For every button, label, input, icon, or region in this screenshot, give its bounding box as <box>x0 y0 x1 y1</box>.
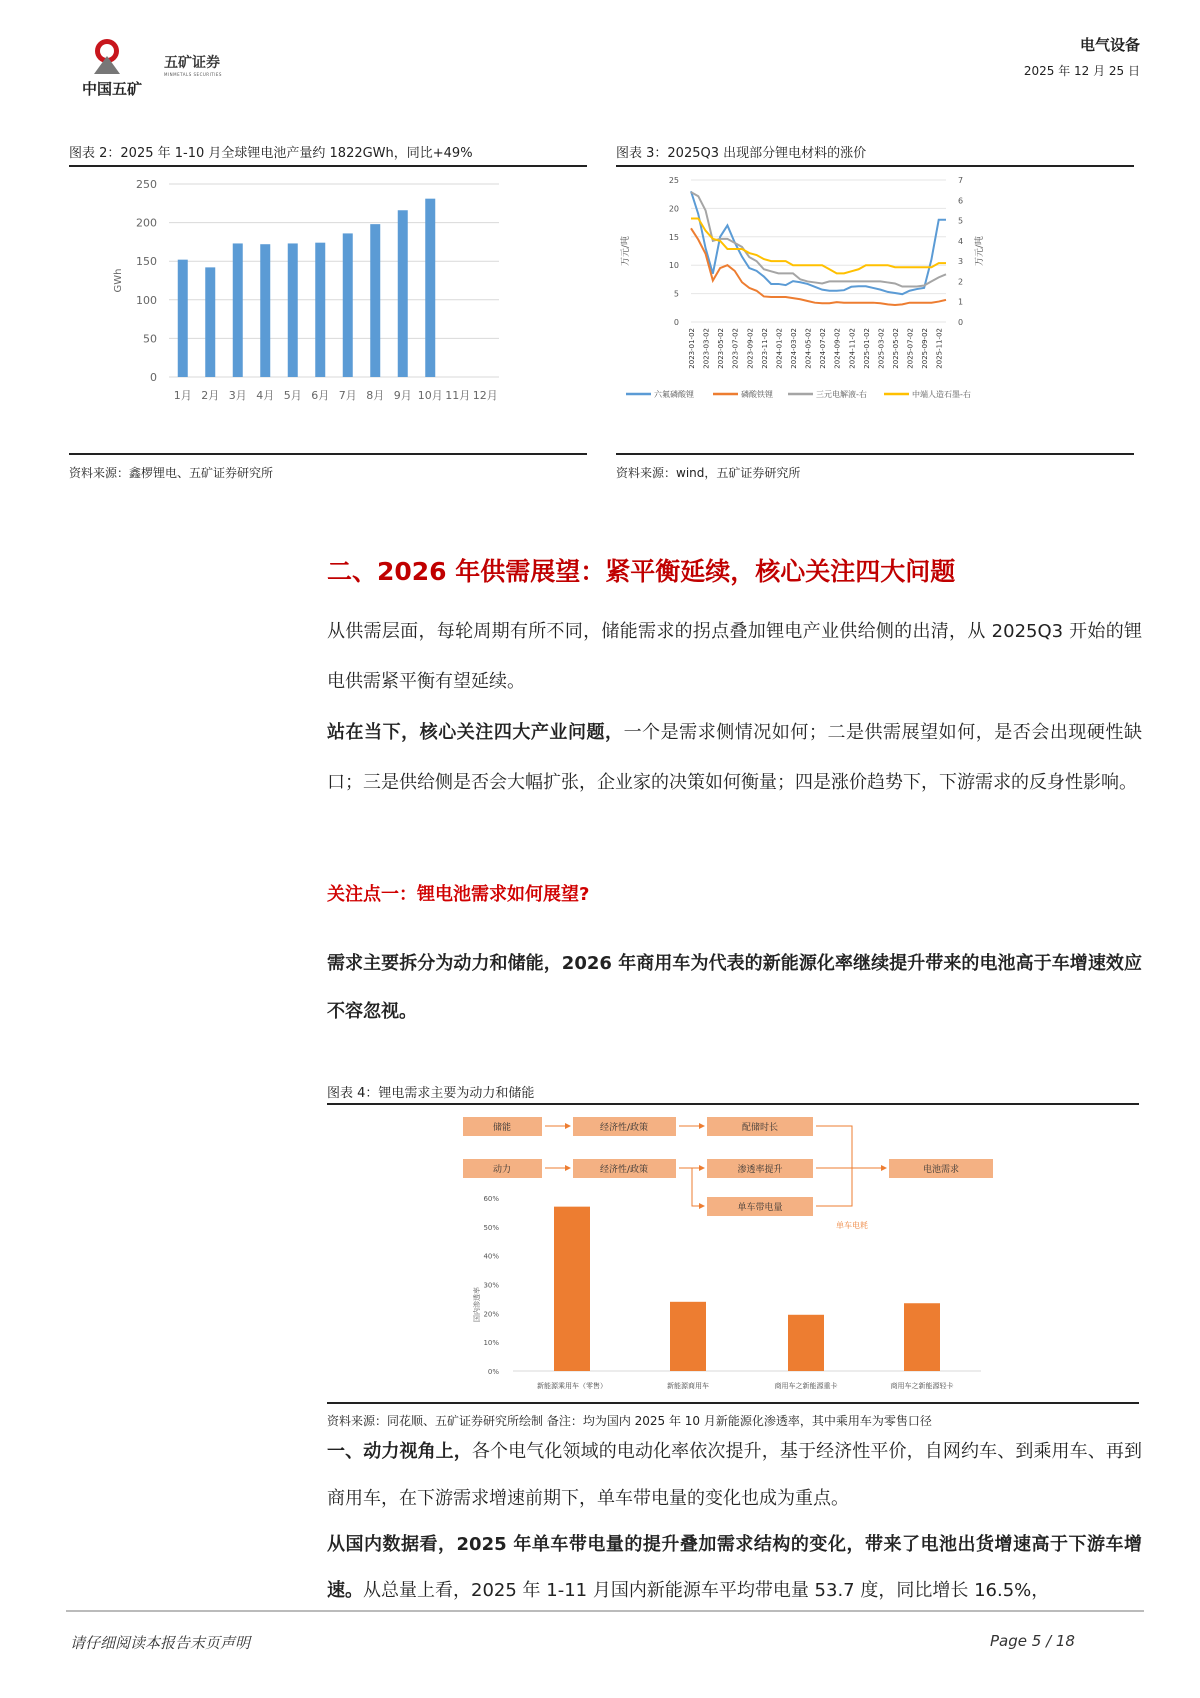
x-tick-label: 2025-11-02 <box>935 328 944 369</box>
x-tick-label: 新能源商用车 <box>667 1382 709 1390</box>
x-tick-label: 2024-09-02 <box>833 328 842 369</box>
bar <box>233 243 243 377</box>
bar <box>178 260 188 377</box>
y-right-tick-label: 6 <box>958 196 964 206</box>
y-tick-label: 200 <box>136 216 157 230</box>
figure4-diagram <box>327 1112 1139 1397</box>
figure2-source: 资料来源：鑫椤锂电、五矿证券研究所 <box>69 466 274 480</box>
logo-text-cnmc: 中国五矿 <box>82 80 143 98</box>
figure4-source: 资料来源：同花顺、五矿证券研究所绘制 备注：均为国内 2025 年 10 月新能源化渗透率，其中乘用车为零售口径 <box>327 1414 932 1428</box>
figure3-source: 资料来源：wind，五矿证券研究所 <box>616 466 801 480</box>
x-tick-label: 1月 <box>173 389 192 402</box>
bar <box>288 243 298 377</box>
paragraph-lead: 一、动力视角上， <box>327 1441 472 1462</box>
x-tick-label: 8月 <box>366 389 385 402</box>
figure2-bar-chart <box>69 172 587 450</box>
x-tick-label: 3月 <box>228 389 247 402</box>
bar <box>260 244 270 377</box>
report-date: 2025 年 12 月 25 日 <box>1023 64 1140 78</box>
page-number: Page 5 / 18 <box>990 1632 1075 1650</box>
bar <box>343 233 353 377</box>
bar <box>904 1303 940 1371</box>
bar <box>554 1207 590 1371</box>
y-left-tick-label: 25 <box>668 176 679 185</box>
y-tick-label: 0% <box>487 1368 499 1376</box>
flow-label-power: 动力 <box>492 1165 512 1175</box>
x-tick-label: 2023-05-02 <box>717 328 726 369</box>
figure3-title: 图表 3：2025Q3 出现部分锂电材料的涨价 <box>616 146 867 161</box>
y-right-tick-label: 4 <box>958 236 964 246</box>
figure2-top-rule <box>69 165 587 167</box>
logo-text-securities: 五矿证券 <box>164 55 220 71</box>
figure3-top-rule <box>616 165 1134 167</box>
paragraph-lead: 从国内数据看，2025 年单车带电量的提升叠加需求结构的变化，带来了电池出货增速高于下游车增速。 <box>327 1534 1142 1601</box>
legend-label: 磷酸铁锂 <box>741 390 773 399</box>
flow-label-per-vehicle: 单车带电量 <box>737 1203 783 1213</box>
figure4-bottom-rule <box>327 1402 1139 1404</box>
y-left-tick-label: 20 <box>668 204 679 214</box>
x-tick-label: 2024-03-02 <box>790 328 798 369</box>
y-tick-label: 250 <box>136 178 157 191</box>
x-tick-label: 2024-07-02 <box>819 328 828 369</box>
flow-note-consumption: 单车电耗 <box>836 1221 868 1230</box>
footer-disclaimer: 请仔细阅读本报告末页声明 <box>70 1634 251 1652</box>
x-tick-label: 2024-11-02 <box>848 328 857 369</box>
y-tick-label: 100 <box>136 293 157 307</box>
flow-label-storage: 储能 <box>492 1123 512 1133</box>
paragraph-supply-demand: 从供需层面，每轮周期有所不同，储能需求的拐点叠加锂电产业供给侧的出清，从 2025Q3 开始的锂电供需紧平衡有望延续。 <box>327 621 1142 692</box>
flow-label-battery-demand: 电池需求 <box>922 1165 960 1175</box>
x-tick-label: 5月 <box>283 389 302 402</box>
x-tick-label: 10月 <box>417 389 443 402</box>
y-right-tick-label: 1 <box>958 297 964 307</box>
x-tick-label: 商用车之新能源重卡 <box>774 1382 838 1390</box>
company-logo <box>72 38 242 104</box>
minmetals-emblem-icon <box>90 38 124 76</box>
paragraph-body: 从总量上看，2025 年 1-11 月国内新能源车平均带电量 53.7 度，同比增长 16.5%， <box>363 1580 1050 1601</box>
x-tick-label: 12月 <box>472 389 498 402</box>
y-right-tick-label: 7 <box>958 176 964 185</box>
y-tick-label: 60% <box>483 1195 499 1203</box>
bar <box>425 199 435 377</box>
figure2-bottom-rule <box>69 453 587 455</box>
paragraph-power-perspective <box>327 1428 1142 1522</box>
x-tick-label: 2025-01-02 <box>862 328 871 369</box>
y-left-tick-label: 10 <box>668 261 679 271</box>
series-line-2 <box>691 192 946 286</box>
logo-text-en: MINMETALS SECURITIES <box>164 72 222 77</box>
legend-label: 六氟磷酸锂 <box>654 390 694 399</box>
footer-rule <box>66 1610 1144 1612</box>
figure2-title: 图表 2：2025 年 1-10 月全球锂电池产量约 1822GWh，同比+49% <box>69 146 473 161</box>
y-tick-label: 10% <box>483 1339 499 1348</box>
x-tick-label: 2024-01-02 <box>775 328 784 369</box>
figure4-top-rule <box>327 1103 1139 1105</box>
x-tick-label: 2023-09-02 <box>746 328 755 369</box>
x-tick-label: 商用车之新能源轻卡 <box>890 1382 954 1390</box>
x-tick-label: 9月 <box>393 389 412 402</box>
x-tick-label: 2024-05-02 <box>804 328 813 369</box>
bar <box>670 1302 706 1371</box>
bar <box>398 210 408 377</box>
legend-label: 三元电解液-右 <box>816 390 867 399</box>
x-tick-label: 6月 <box>311 389 330 402</box>
y-left-tick-label: 15 <box>668 232 679 242</box>
y-left-axis-title: 万元/吨 <box>621 235 631 267</box>
figure3-line-chart <box>616 172 1134 450</box>
y-tick-label: 30% <box>483 1281 499 1290</box>
y-tick-label: 150 <box>136 255 157 269</box>
paragraph-four-issues <box>327 708 1142 808</box>
x-tick-label: 2025-05-02 <box>892 328 900 369</box>
y-left-tick-label: 0 <box>673 318 679 327</box>
x-tick-label: 2025-07-02 <box>906 328 915 369</box>
paragraph-domestic-data <box>327 1522 1142 1614</box>
y-tick-label: 20% <box>483 1310 499 1319</box>
y-right-tick-label: 0 <box>958 318 964 327</box>
y-tick-label: 50 <box>143 332 157 346</box>
flow-label-econ-policy-2: 经济性/政策 <box>599 1165 649 1175</box>
legend-label: 中端人造石墨-右 <box>912 390 971 399</box>
paragraph-lead: 站在当下，核心关注四大产业问题， <box>327 722 624 743</box>
series-line-0 <box>691 191 946 294</box>
x-tick-label: 11月 <box>445 389 471 402</box>
x-tick-label: 新能源乘用车（零售） <box>537 1382 607 1390</box>
y-right-axis-title: 万元/吨 <box>975 235 985 267</box>
x-tick-label: 2025-03-02 <box>877 328 886 369</box>
bar <box>370 224 380 377</box>
figure3-bottom-rule <box>616 453 1134 455</box>
y-right-tick-label: 2 <box>958 277 964 287</box>
x-tick-label: 2月 <box>201 389 220 402</box>
bar <box>788 1315 824 1371</box>
paragraph-body: 各个电气化领域的电动化率依次提升，基于经济性平价，自网约车、到乘用车、再到商用车，在下游需求增速前期下，单车带电量的变化也成为重点。 <box>327 1441 1143 1509</box>
y-axis-title: GWh <box>113 268 124 293</box>
x-tick-label: 2023-03-02 <box>702 328 711 369</box>
y-left-tick-label: 5 <box>673 289 679 299</box>
flow-label-storage-duration: 配储时长 <box>741 1123 779 1133</box>
figure4-title: 图表 4：锂电需求主要为动力和储能 <box>327 1086 535 1101</box>
y-tick-label: 0 <box>150 371 157 384</box>
paragraph-body: 一个是需求侧情况如何；二是供需展望如何，是否会出现硬性缺口；三是供给侧是否会大幅扩张，企业家的决策如何衡量；四是涨价趋势下，下游需求的反身性影响。 <box>327 722 1143 793</box>
paragraph-demand-split: 需求主要拆分为动力和储能，2026 年商用车为代表的新能源化率继续提升带来的电池高于车增速效应不容忽视。 <box>327 953 1142 1022</box>
bar <box>315 243 325 377</box>
report-category: 电气设备 <box>1079 36 1140 54</box>
x-tick-label: 2023-07-02 <box>731 328 740 369</box>
flow-diagram <box>463 1117 993 1230</box>
bar <box>205 267 215 377</box>
section-heading: 二、2026 年供需展望：紧平衡延续，核心关注四大问题 <box>327 557 956 586</box>
flow-label-econ-policy-1: 经济性/政策 <box>599 1123 649 1133</box>
y-right-tick-label: 3 <box>958 257 964 267</box>
y-tick-label: 50% <box>483 1223 499 1232</box>
x-tick-label: 7月 <box>338 389 357 402</box>
x-tick-label: 2025-09-02 <box>921 328 930 369</box>
x-tick-label: 4月 <box>256 389 275 402</box>
flow-label-penetration: 渗透率提升 <box>737 1165 783 1175</box>
focus-point-heading: 关注点一：锂电池需求如何展望? <box>327 884 590 905</box>
y-axis-title: 国内渗透率 <box>473 1287 481 1322</box>
x-tick-label: 2023-11-02 <box>760 328 769 369</box>
x-tick-label: 2023-01-02 <box>688 328 696 369</box>
y-tick-label: 40% <box>483 1252 499 1261</box>
y-right-tick-label: 5 <box>958 216 964 226</box>
